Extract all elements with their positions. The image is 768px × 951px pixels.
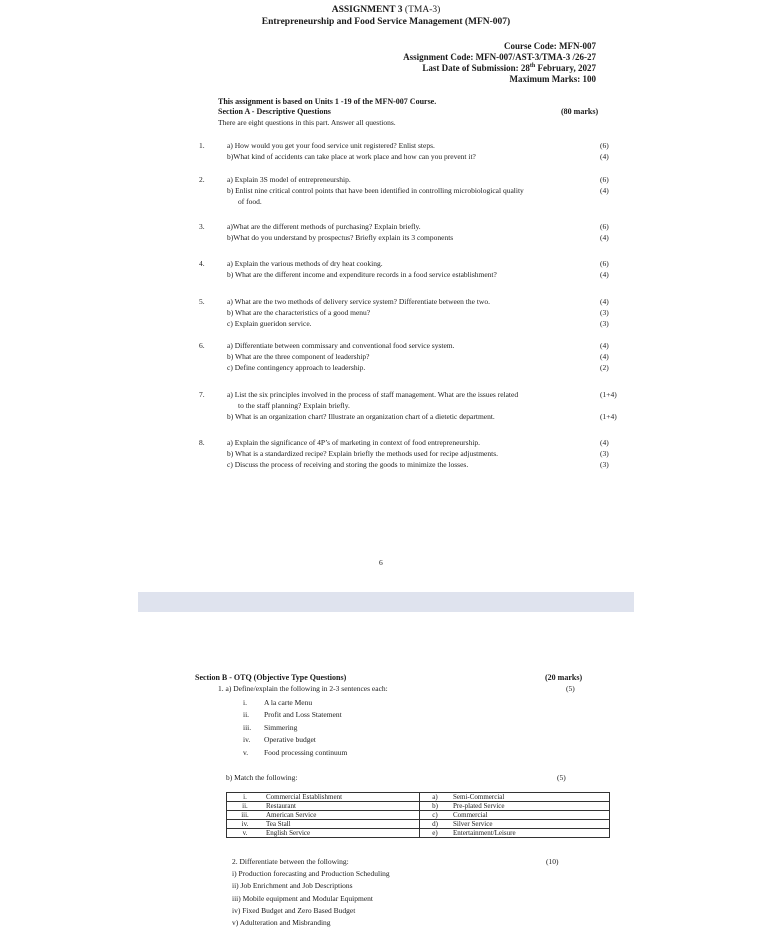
q1a-text: 1. a) Define/explain the following in 2-3 sentences each: — [218, 684, 388, 693]
question-part-text: a) How would you get your food service unit registered? Enlist steps. — [227, 141, 435, 150]
question-number: 3. — [199, 222, 205, 231]
match-row — [227, 802, 610, 811]
question-part-text: c) Explain gueridon service. — [227, 319, 312, 328]
match-left-number: v. — [227, 829, 264, 838]
match-left-number: iii. — [227, 811, 264, 820]
match-row — [227, 820, 610, 829]
match-row — [227, 793, 610, 802]
match-right-letter: e) — [420, 829, 451, 838]
match-row — [227, 829, 610, 838]
question-part-marks: (4) — [600, 438, 609, 447]
assignment-code: Assignment Code: MFN-007/AST-3/TMA-3 /26-27 — [403, 52, 596, 62]
assignment-title-bold: ASSIGNMENT 3 — [331, 5, 403, 15]
term-number: ii. — [243, 710, 250, 720]
question-part-marks: (6) — [600, 222, 609, 231]
max-marks: Maximum Marks: 100 — [509, 74, 596, 84]
question-part-text: to the staff planning? Explain briefly. — [238, 401, 350, 410]
q2-item: ii) Job Enrichment and Job Descriptions — [232, 881, 353, 891]
match-right-letter: a) — [420, 793, 451, 802]
match-left-number: ii. — [227, 802, 264, 811]
question-part-text: b) Enlist nine critical control points that have been identified in controlling microbiological quality — [227, 186, 524, 195]
term-text: Profit and Loss Statement — [264, 710, 342, 720]
q2-text: 2. Differentiate between the following: — [232, 857, 349, 866]
match-right-item: Commercial — [450, 811, 610, 820]
term-text: Simmering — [264, 722, 298, 732]
page-number: 6 — [379, 558, 383, 567]
term-number: iii. — [243, 722, 252, 732]
document-page-1 — [138, 0, 634, 592]
match-row — [227, 811, 610, 820]
question-part-text: a) Explain 3S model of entrepreneurship. — [227, 175, 351, 184]
based-on-note: This assignment is based on Units 1 -19 of the MFN-007 Course. — [218, 97, 437, 106]
match-right-item: Silver Service — [450, 820, 610, 829]
question-part-marks: (3) — [600, 319, 609, 328]
question-part-marks: (4) — [600, 152, 609, 161]
question-part-text: b)What kind of accidents can take place at work place and how can you prevent it? — [227, 152, 476, 161]
term-number: iv. — [243, 735, 251, 745]
q2-item: v) Adulteration and Misbranding — [232, 918, 331, 928]
q1b-marks: (5) — [557, 773, 566, 782]
question-number: 1. — [199, 141, 205, 150]
question-part-text: c) Discuss the process of receiving and storing the goods to minimize the losses. — [227, 460, 469, 469]
match-right-item: Pre-plated Service — [450, 802, 610, 811]
question-number: 7. — [199, 390, 205, 399]
question-part-marks: (4) — [600, 233, 609, 242]
question-part-marks: (4) — [600, 186, 609, 195]
question-part-text: b)What do you understand by prospectus? Briefly explain its 3 components — [227, 233, 454, 242]
section-a-instruction: There are eight questions in this part. Answer all questions. — [218, 118, 396, 127]
q1a-marks: (5) — [566, 684, 575, 693]
question-part-marks: (3) — [600, 460, 609, 469]
match-table — [226, 792, 610, 838]
question-part-marks: (4) — [600, 341, 609, 350]
question-part-marks: (6) — [600, 259, 609, 268]
q2-marks: (10) — [546, 857, 559, 866]
question-part-text: a) Explain the various methods of dry heat cooking. — [227, 259, 383, 268]
q2-item: iv) Fixed Budget and Zero Based Budget — [232, 905, 356, 915]
question-number: 4. — [199, 259, 205, 268]
question-number: 2. — [199, 175, 205, 184]
question-part-text: a) Explain the significance of 4P’s of marketing in context of food entrepreneurship. — [227, 438, 481, 447]
question-part-marks: (3) — [600, 308, 609, 317]
question-number: 8. — [199, 438, 205, 447]
question-part-text: a) List the six principles involved in the process of staff management. What are the issues related — [227, 390, 519, 399]
question-part-text: of food. — [238, 197, 262, 206]
question-number: 6. — [199, 341, 205, 350]
match-left-item: Tea Stall — [263, 820, 420, 829]
submission-prefix: Last Date of Submission: 28 — [422, 63, 530, 73]
term-text: A la carte Menu — [264, 698, 313, 707]
course-subtitle: Entrepreneurship and Food Service Management (MFN-007) — [261, 17, 511, 27]
question-part-text: a)What are the different methods of purchasing? Explain briefly. — [227, 222, 421, 231]
section-a-marks: (80 marks) — [561, 107, 599, 116]
submission-suffix: February, 2027 — [535, 63, 596, 73]
match-right-item: Semi-Commercial — [450, 793, 610, 802]
question-part-text: c) Define contingency approach to leadership. — [227, 363, 366, 372]
match-left-item: Restaurant — [263, 802, 420, 811]
question-part-marks: (4) — [600, 352, 609, 361]
question-part-text: b) What are the different income and expenditure records in a food service establishment? — [227, 270, 497, 279]
term-number: i. — [243, 698, 247, 707]
match-right-letter: c) — [420, 811, 451, 820]
question-part-text: a) Differentiate between commissary and conventional food service system. — [227, 341, 455, 350]
q2-item: iii) Mobile equipment and Modular Equipment — [232, 893, 374, 903]
match-right-item: Entertainment/Leisure — [450, 829, 610, 838]
match-right-letter: d) — [420, 820, 451, 829]
page-separator — [138, 592, 634, 612]
question-part-marks: (6) — [600, 141, 609, 150]
question-part-text: b) What are the three component of leadership? — [227, 352, 370, 361]
question-part-marks: (1+4) — [600, 390, 617, 399]
match-left-item: American Service — [263, 811, 420, 820]
section-b-title: Section B - OTQ (Objective Type Questions) — [195, 673, 347, 682]
submission-date — [422, 63, 596, 73]
question-part-marks: (4) — [600, 297, 609, 306]
match-right-letter: b) — [420, 802, 451, 811]
match-left-item: Commercial Establishment — [263, 793, 420, 802]
document-page-2 — [138, 612, 634, 951]
match-left-number: iv. — [227, 820, 264, 829]
q2-item: i) Production forecasting and Production Scheduling — [232, 869, 390, 878]
question-part-text: b) What is an organization chart? Illustrate an organization chart of a dietetic department. — [227, 412, 495, 421]
question-part-text: b) What are the characteristics of a good menu? — [227, 308, 371, 317]
term-text: Operative budget — [264, 735, 316, 745]
question-part-text: b) What is a standardized recipe? Explain briefly the methods used for recipe adjustments. — [227, 449, 499, 458]
question-part-marks: (4) — [600, 270, 609, 279]
match-left-number: i. — [227, 793, 264, 802]
term-text: Food processing continuum — [264, 747, 348, 757]
question-part-marks: (3) — [600, 449, 609, 458]
assignment-title — [138, 5, 634, 15]
question-part-text: a) What are the two methods of delivery service system? Differentiate between the two. — [227, 297, 490, 306]
section-a-title: Section A - Descriptive Questions — [218, 107, 331, 116]
term-number: v. — [243, 747, 249, 757]
question-part-marks: (2) — [600, 363, 609, 372]
assignment-title-suffix: (TMA-3) — [402, 5, 441, 15]
course-code: Course Code: MFN-007 — [504, 41, 596, 51]
question-part-marks: (6) — [600, 175, 609, 184]
submission-sup: th — [529, 63, 536, 69]
section-b-marks: (20 marks) — [545, 673, 583, 682]
q1b-text: b) Match the following: — [226, 773, 298, 782]
question-part-marks: (1+4) — [600, 412, 617, 421]
question-number: 5. — [199, 297, 205, 306]
match-left-item: English Service — [263, 829, 420, 838]
